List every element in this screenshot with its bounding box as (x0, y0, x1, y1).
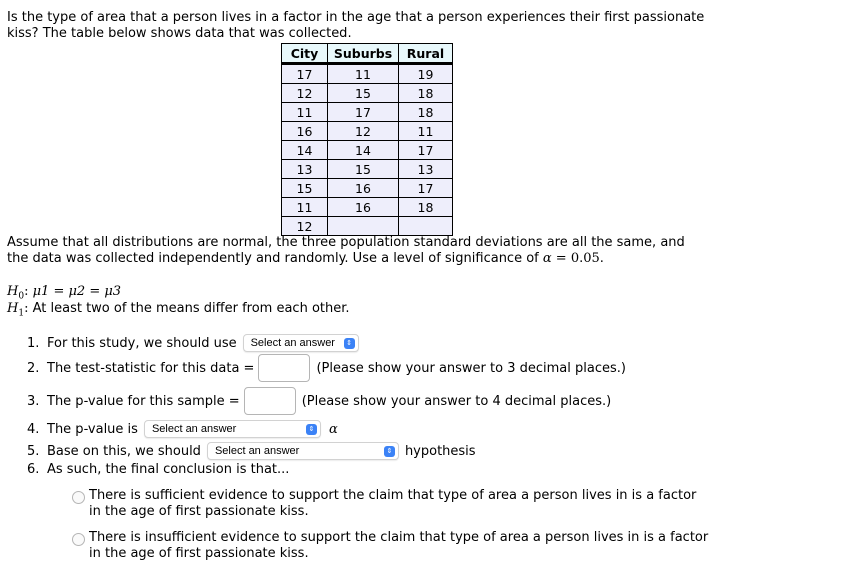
table-cell: 15 (328, 160, 399, 179)
question-2-note: (Please show your answer to 3 decimal places.) (316, 360, 626, 376)
column-header-rural: Rural (399, 44, 453, 64)
table-row (282, 84, 453, 103)
h0-expression: μ1 = μ2 = μ3 (32, 284, 122, 299)
table-cell: 15 (328, 84, 399, 103)
table-cell: 18 (399, 84, 453, 103)
alpha-symbol: α (328, 421, 338, 437)
question-1: 1. For this study, we should use Select an answer ⇕ (27, 334, 359, 352)
table-row (282, 217, 453, 236)
table-cell: 17 (282, 64, 328, 84)
decision-select[interactable]: Select an answer ⇕ (207, 442, 399, 460)
null-hypothesis: $H_0$: μ1 = μ2 = μ3 (7, 284, 122, 302)
h1-text: At least two of the means differ from each other. (32, 301, 350, 316)
alternative-hypothesis: $H_1$: At least two of the means differ from each other. (7, 301, 350, 319)
table-cell: 19 (399, 64, 453, 84)
column-header-suburbs: Suburbs (328, 44, 399, 64)
table-cell (328, 217, 399, 236)
assumptions-suffix: . (599, 251, 604, 266)
table-row (282, 64, 453, 84)
table-cell: 11 (282, 198, 328, 217)
table-row (282, 122, 453, 141)
table-cell: 17 (399, 141, 453, 160)
chevron-updown-icon: ⇕ (344, 338, 355, 349)
question-5: 5. Base on this, we should Select an answer ⇕ hypothesis (27, 443, 476, 459)
question-intro: Is the type of area that a person lives in a factor in the age that a person experiences their first passionate kiss? The table below shows data that was collected. (7, 10, 705, 41)
assumptions-text (7, 235, 707, 267)
conclusion-option-insufficient[interactable] (72, 530, 712, 562)
study-type-select[interactable]: Select an answer ⇕ (243, 334, 359, 352)
question-6: 6. As such, the final conclusion is that... (27, 462, 290, 477)
table-row (282, 198, 453, 217)
table-cell: 13 (282, 160, 328, 179)
table-cell: 11 (399, 122, 453, 141)
table-cell: 12 (282, 84, 328, 103)
alpha-value: = 0.05 (551, 251, 600, 266)
data-table (281, 43, 453, 236)
question-3: 3. The p-value for this sample = (Please show your answer to 4 decimal places.) (27, 387, 611, 415)
table-cell: 11 (328, 64, 399, 84)
table-cell: 15 (282, 179, 328, 198)
h1-label: $H_1$ (7, 301, 25, 319)
conclusion-text: There is sufficient evidence to support the claim that type of area a person lives in is a factor in the age of first passionate kiss. (89, 488, 697, 519)
table-row (282, 160, 453, 179)
radio-button[interactable] (72, 491, 85, 504)
table-row (282, 141, 453, 160)
test-statistic-input[interactable] (258, 354, 310, 382)
table-cell: 18 (399, 198, 453, 217)
table-row (282, 103, 453, 122)
table-cell: 12 (328, 122, 399, 141)
p-value-input[interactable] (244, 387, 296, 415)
conclusion-option-sufficient[interactable] (72, 488, 712, 520)
assumptions-prefix: Assume that all distributions are normal, the three population standard deviations are all the same, and the data was collected independently and randomly. Use a level of significance of (7, 235, 685, 266)
question-5-label: Base on this, we should (47, 443, 201, 459)
hypothesis-label: hypothesis (404, 443, 476, 459)
table-cell: 17 (399, 179, 453, 198)
question-3-label: The p-value for this sample = (47, 393, 240, 409)
table-cell: 17 (328, 103, 399, 122)
question-4: 4. The p-value is Select an answer ⇕ α (27, 421, 338, 437)
table-cell: 16 (328, 179, 399, 198)
table-cell: 16 (328, 198, 399, 217)
table-cell: 13 (399, 160, 453, 179)
question-2-label: The test-statistic for this data = (47, 360, 255, 376)
h0-label: $H_0$ (7, 284, 25, 302)
table-header-row (282, 44, 453, 64)
table-cell: 14 (328, 141, 399, 160)
table-cell: 12 (282, 217, 328, 236)
question-1-label: For this study, we should use (47, 335, 237, 351)
table-row (282, 179, 453, 198)
chevron-updown-icon: ⇕ (384, 446, 395, 457)
question-6-label: As such, the final conclusion is that... (47, 462, 290, 477)
alpha-symbol: α (542, 251, 552, 266)
p-value-comparison-select[interactable]: Select an answer ⇕ (144, 420, 321, 438)
question-2: 2. The test-statistic for this data = (Please show your answer to 3 decimal places.) (27, 354, 626, 382)
table-cell (399, 217, 453, 236)
question-4-label: The p-value is (47, 421, 138, 437)
column-header-city: City (282, 44, 328, 64)
radio-button[interactable] (72, 533, 85, 546)
table-cell: 11 (282, 103, 328, 122)
table-cell: 18 (399, 103, 453, 122)
chevron-updown-icon: ⇕ (306, 424, 317, 435)
table-cell: 14 (282, 141, 328, 160)
table-cell: 16 (282, 122, 328, 141)
conclusion-text: There is insufficient evidence to support the claim that type of area a person lives in is a factor in the age of first passionate kiss. (89, 530, 709, 561)
question-3-note: (Please show your answer to 4 decimal places.) (301, 393, 612, 409)
